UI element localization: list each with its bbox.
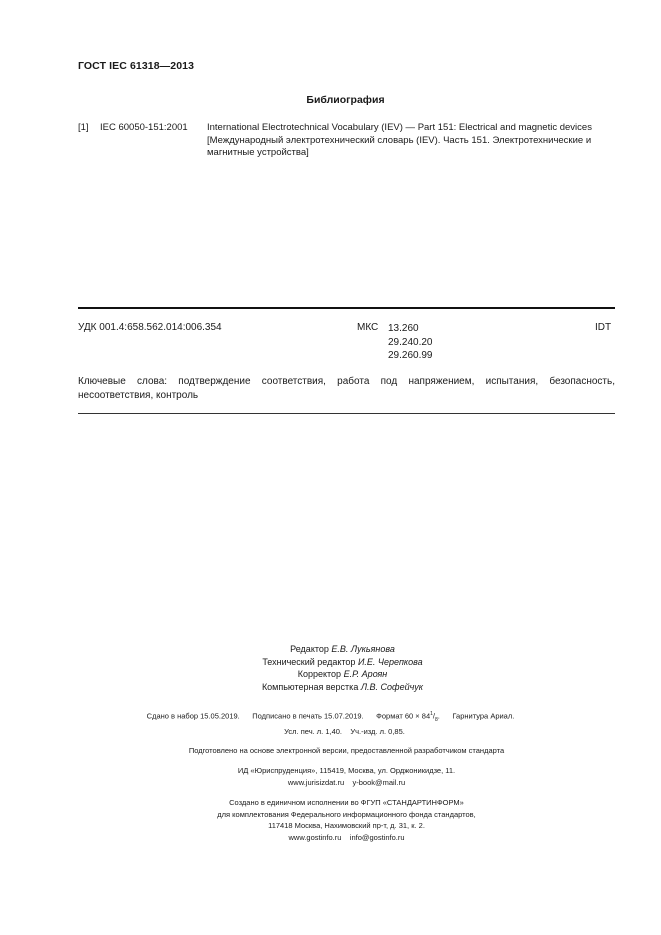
creator-line: 117418 Москва, Нахимовский пр-т, д. 31, к. 2.: [268, 821, 425, 830]
section-title: Библиография: [306, 94, 385, 106]
imprint-block: [0, 708, 661, 757]
mks-code: 29.240.20: [388, 336, 433, 348]
publisher-address: ИД «Юриспруденция», 115419, Москва, ул. Орджоникидзе, 11.: [237, 766, 456, 775]
credit-proofreader: Корректор Е.Р. Ароян: [297, 669, 388, 679]
publisher-block: [0, 765, 661, 788]
divider-thin: [78, 413, 615, 414]
credit-editor: Редактор Е.В. Лукьянова: [290, 644, 395, 654]
mks-codes: [388, 322, 433, 363]
publisher-email-link[interactable]: y-book@mail.ru: [352, 777, 406, 787]
imprint-line: Сдано в набор 15.05.2019. Подписано в печать 15.07.2019. Формат $60 \times 84^1/_8$. Гарнитура Ариал.: [146, 711, 515, 723]
credits-block: [0, 643, 661, 693]
creator-email-link[interactable]: info@gostinfo.ru: [349, 832, 405, 842]
creator-site-link[interactable]: www.gostinfo.ru: [288, 832, 342, 842]
creator-line: Создано в единичном исполнении во ФГУП «СТАНДАРТИНФОРМ»: [229, 798, 464, 807]
mks-code: 13.260: [388, 323, 419, 334]
keywords: Ключевые слова: подтверждение соответствия, работа под напряжением, испытания, безопасность, несоответствия, контроль: [78, 376, 615, 401]
credit-layout: Компьютерная верстка Л.В. Софейчук: [261, 681, 424, 692]
imprint-sheets: Усл. печ. л. 1,40. Уч.-изд. л. 0,85.: [284, 727, 405, 736]
mks-code: 29.260.99: [388, 350, 433, 361]
creator-block: [0, 797, 661, 843]
divider-thick: [78, 307, 615, 309]
idt-label: IDT: [595, 322, 612, 333]
document-header: ГОСТ IEC 61318—2013: [78, 60, 195, 72]
bibliography-line: International Electrotechnical Vocabulary (IEV) — Part 151: Electrical and magnetic devices: [207, 122, 592, 133]
bibliography-line: [Международный электротехнический словарь (IEV). Часть 151. Электротехнические и: [207, 134, 592, 146]
udk-code: УДК 001.4:658.562.014:006.354: [78, 322, 222, 333]
credit-tech-editor: Технический редактор И.Е. Черепкова: [262, 656, 423, 667]
publisher-contacts: [16, 777, 661, 789]
bibliography-standard: IEC 60050-151:2001: [100, 122, 188, 133]
publisher-site-link[interactable]: www.jurisizdat.ru: [287, 777, 345, 787]
creator-line: для комплектования Федерального информационного фонда стандартов,: [217, 809, 476, 819]
bibliography-line: магнитные устройства]: [207, 147, 309, 158]
bibliography-number: [1]: [78, 122, 89, 133]
bibliography-description: [207, 122, 617, 160]
creator-contacts: [16, 832, 661, 844]
imprint-prepared: Подготовлено на основе электронной версии, предоставленной разработчиком стандарта: [188, 746, 505, 755]
mks-label: МКС: [357, 322, 379, 333]
